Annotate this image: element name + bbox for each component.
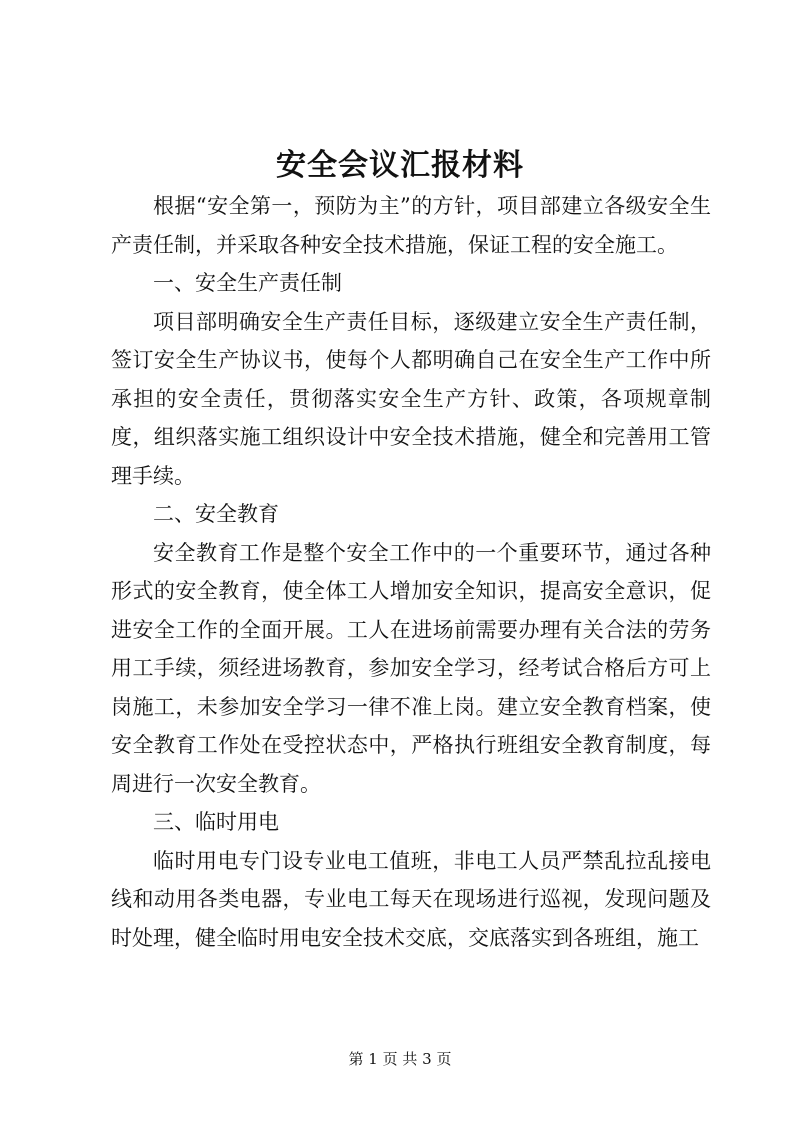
electricity-paragraph: 临时用电专门设专业电工值班，非电工人员严禁乱拉乱接电线和动用各类电器，专业电工每天在现场进行巡视，发现问题及时处理，健全临时用电安全技术交底，交底落实到各班组，施工: [111, 848, 711, 950]
responsibility-paragraph: 项目部明确安全生产责任目标，逐级建立安全生产责任制，签订安全生产协议书，使每个人都明确自己在安全生产工作中所承担的安全责任，贯彻落实安全生产方针、政策，各项规章制度，组织落实施工组织设计中安全技术措施，健全和完善用工管理手续。: [111, 309, 711, 488]
section-heading-education: 二、安全教育: [153, 502, 279, 526]
section-heading-electricity: 三、临时用电: [153, 810, 279, 834]
section-heading-responsibility: 一、安全生产责任制: [153, 271, 342, 295]
document-title: 安全会议汇报材料: [276, 148, 524, 183]
document-body: [111, 187, 711, 957]
education-paragraph: 安全教育工作是整个安全工作中的一个重要环节，通过各种形式的安全教育，使全体工人增加安全知识，提高安全意识，促进安全工作的全面开展。工人在进场前需要办理有关合法的劳务用工手续，须经进场教育，参加安全学习，经考试合格后方可上岗施工，未参加安全学习一律不准上岗。建立安全教育档案，使安全教育工作处在受控状态中，严格执行班组安全教育制度，每周进行一次安全教育。: [111, 540, 711, 796]
intro-paragraph: 根据“安全第一，预防为主”的方针，项目部建立各级安全生产责任制，并采取各种安全技术措施，保证工程的安全施工。: [111, 194, 711, 257]
page-footer: 第 1 页 共 3 页: [348, 1050, 452, 1068]
